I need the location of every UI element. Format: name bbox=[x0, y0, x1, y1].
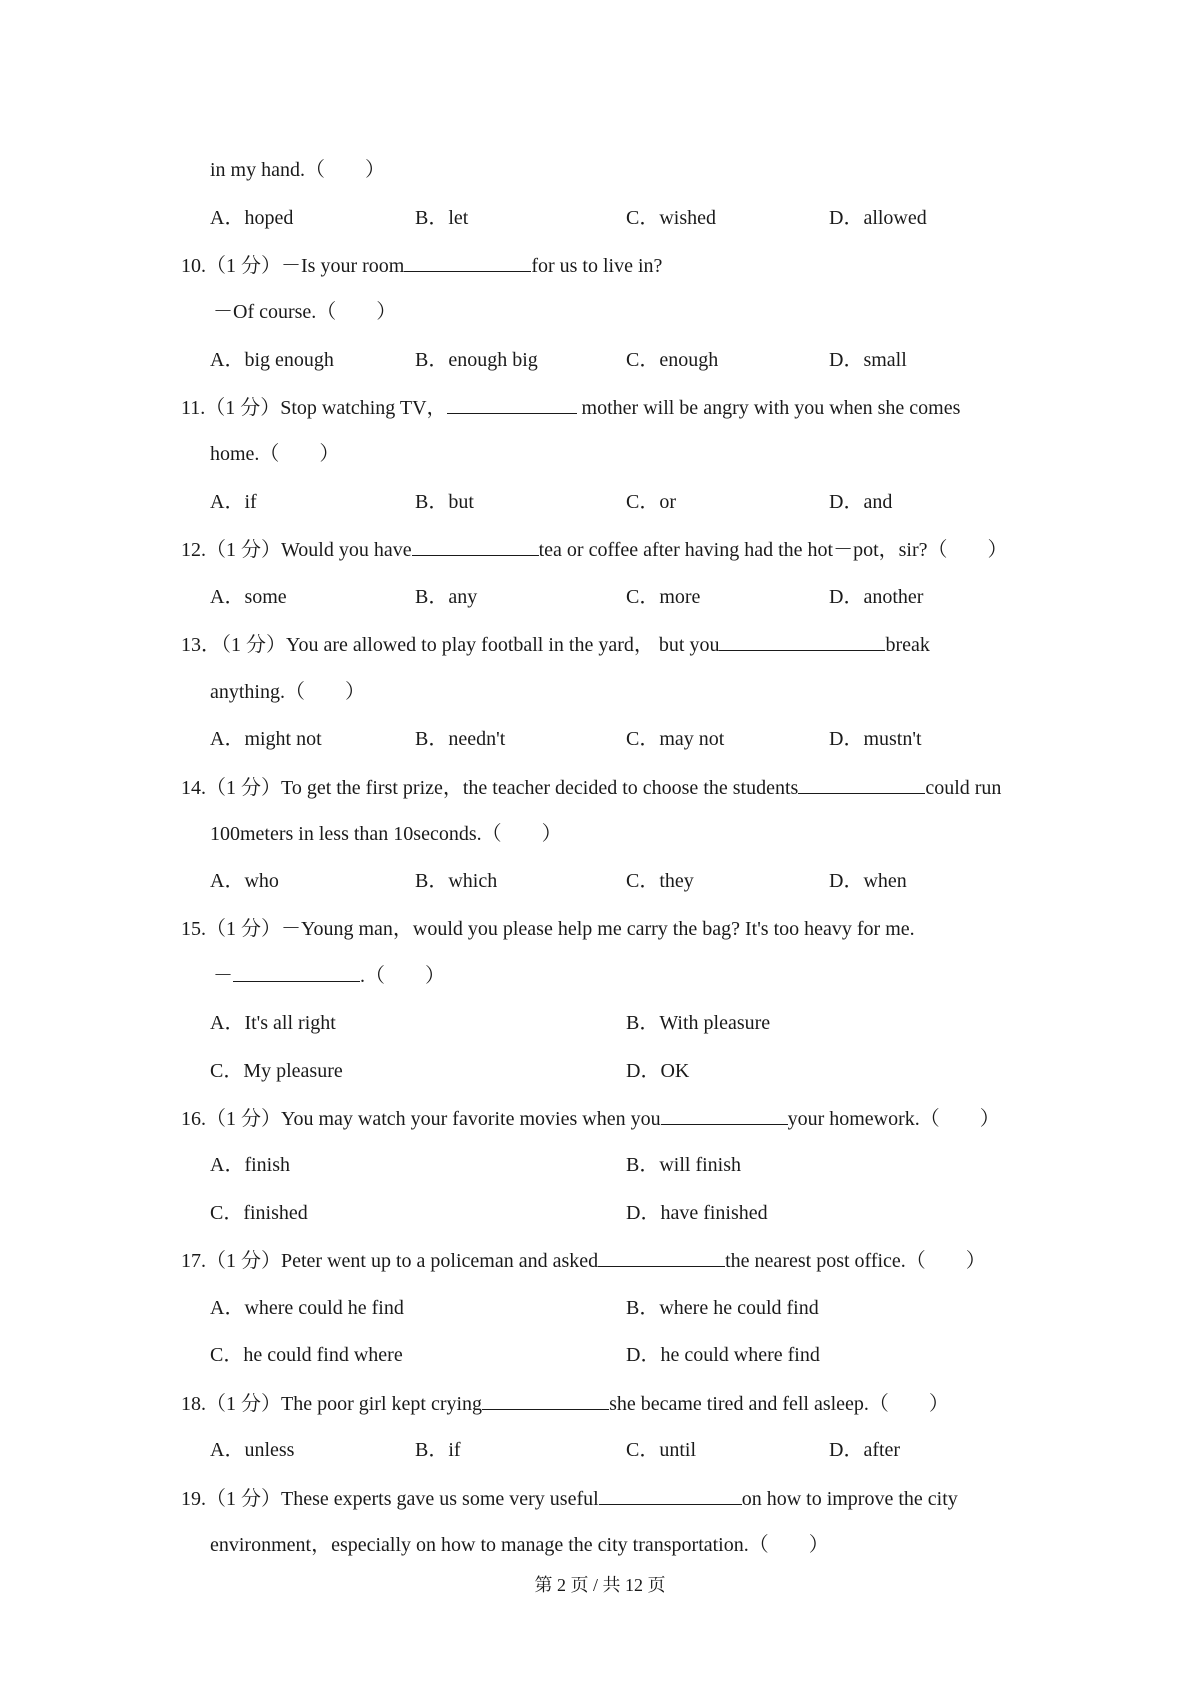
q18-text-2: she became tired and fell asleep.（ ） bbox=[609, 1393, 949, 1415]
q14-option-a: A．who bbox=[210, 870, 279, 892]
q13-option-a: A．might not bbox=[210, 728, 322, 750]
q14-continuation: 100meters in less than 10seconds.（ ） bbox=[210, 823, 562, 845]
q15-dash: － bbox=[213, 965, 233, 987]
q10-text-1: 10.（1 分）－Is your room bbox=[181, 255, 405, 277]
q16-option-c: C．finished bbox=[210, 1202, 308, 1224]
q17-option-d: D．he could where find bbox=[626, 1344, 820, 1366]
q12-blank bbox=[412, 537, 539, 556]
q9-continuation: in my hand.（ ） bbox=[210, 159, 385, 181]
q19-text-2: on how to improve the city bbox=[741, 1488, 958, 1510]
q11-option-b: B．but bbox=[415, 491, 474, 513]
q11-text-2: mother will be angry with you when she comes bbox=[576, 397, 961, 419]
q12-option-a: A．some bbox=[210, 586, 287, 608]
q11-text-1: 11.（1 分）Stop watching TV， bbox=[181, 397, 447, 419]
q18-blank bbox=[482, 1391, 609, 1410]
q16-text-1: 16.（1 分）You may watch your favorite movies when you bbox=[181, 1108, 661, 1130]
q18-text-1: 18.（1 分）The poor girl kept crying bbox=[181, 1393, 483, 1415]
q11-option-c: C．or bbox=[626, 491, 676, 513]
q14-blank bbox=[798, 775, 925, 794]
q13-text-1: 13．（1 分）You are allowed to play football in the yard， but you bbox=[181, 634, 720, 656]
q18-option-b: B．if bbox=[415, 1439, 461, 1461]
q12-stem bbox=[181, 537, 1008, 562]
q15-option-b: B．With pleasure bbox=[626, 1012, 771, 1034]
q15-blank bbox=[233, 963, 360, 982]
q16-option-b: B．will finish bbox=[626, 1154, 742, 1176]
q14-stem bbox=[181, 775, 1001, 800]
q14-option-d: D．when bbox=[829, 870, 907, 892]
q10-text-2: for us to live in? bbox=[531, 255, 663, 277]
q12-option-c: C．more bbox=[626, 586, 701, 608]
q13-continuation: anything.（ ） bbox=[210, 681, 365, 703]
q13-stem bbox=[181, 632, 930, 657]
q14-option-b: B．which bbox=[415, 870, 498, 892]
q10-stem bbox=[181, 253, 662, 278]
q13-option-d: D．mustn't bbox=[829, 728, 922, 750]
q11-option-a: A．if bbox=[210, 491, 257, 513]
q10-option-c: C．enough bbox=[626, 349, 719, 371]
q11-blank bbox=[447, 395, 577, 414]
q17-text-1: 17.（1 分）Peter went up to a policeman and asked bbox=[181, 1250, 599, 1272]
q9-option-a: A．hoped bbox=[210, 207, 294, 229]
q13-blank bbox=[719, 632, 885, 651]
q19-text-1: 19.（1 分）These experts gave us some very useful bbox=[181, 1488, 599, 1510]
q14-text-2: could run bbox=[925, 777, 1002, 799]
q10-reply: －Of course.（ ） bbox=[213, 301, 397, 323]
q15-option-a: A．It's all right bbox=[210, 1012, 336, 1034]
q16-option-d: D．have finished bbox=[626, 1202, 768, 1224]
q15-option-c: C．My pleasure bbox=[210, 1060, 343, 1082]
q15-stem: 15.（1 分）－Young man，would you please help me carry the bag? It's too heavy for me. bbox=[181, 918, 915, 940]
q17-stem bbox=[181, 1248, 986, 1273]
q17-option-b: B．where he could find bbox=[626, 1297, 819, 1319]
q16-stem bbox=[181, 1106, 1000, 1131]
q10-option-a: A．big enough bbox=[210, 349, 334, 371]
q10-option-b: B．enough big bbox=[415, 349, 538, 371]
q9-option-b: B．let bbox=[415, 207, 469, 229]
q17-text-2: the nearest post office.（ ） bbox=[725, 1250, 986, 1272]
q11-option-d: D．and bbox=[829, 491, 893, 513]
q11-continuation: home.（ ） bbox=[210, 443, 340, 465]
q16-text-2: your homework.（ ） bbox=[787, 1108, 1000, 1130]
q15-reply bbox=[213, 963, 445, 988]
q10-blank bbox=[404, 253, 531, 272]
q18-option-a: A．unless bbox=[210, 1439, 295, 1461]
q14-option-c: C．they bbox=[626, 870, 694, 892]
q12-option-b: B．any bbox=[415, 586, 478, 608]
q10-option-d: D．small bbox=[829, 349, 907, 371]
q17-blank bbox=[598, 1248, 725, 1267]
q13-option-b: B．needn't bbox=[415, 728, 506, 750]
page-footer: 第 2 页 / 共 12 页 bbox=[534, 1575, 666, 1595]
q11-stem bbox=[181, 395, 960, 420]
q15-reply-end: .（ ） bbox=[360, 965, 445, 987]
q13-option-c: C．may not bbox=[626, 728, 725, 750]
q9-option-d: D．allowed bbox=[829, 207, 927, 229]
q19-stem bbox=[181, 1486, 958, 1511]
q18-option-d: D．after bbox=[829, 1439, 901, 1461]
q9-option-c: C．wished bbox=[626, 207, 716, 229]
q16-blank bbox=[661, 1106, 788, 1125]
q13-text-2: break bbox=[885, 634, 930, 656]
q17-option-a: A．where could he find bbox=[210, 1297, 404, 1319]
q18-option-c: C．until bbox=[626, 1439, 697, 1461]
q12-text-1: 12.（1 分）Would you have bbox=[181, 539, 412, 561]
q18-stem bbox=[181, 1391, 949, 1416]
q16-option-a: A．finish bbox=[210, 1154, 290, 1176]
q15-option-d: D．OK bbox=[626, 1060, 690, 1082]
q12-option-d: D．another bbox=[829, 586, 924, 608]
q12-text-2: tea or coffee after having had the hot－pot，sir?（ ） bbox=[538, 539, 1008, 561]
q17-option-c: C．he could find where bbox=[210, 1344, 403, 1366]
q19-blank bbox=[599, 1486, 742, 1505]
q19-continuation: environment，especially on how to manage the city transportation.（ ） bbox=[210, 1534, 829, 1556]
q14-text-1: 14.（1 分）To get the first prize，the teacher decided to choose the students bbox=[181, 777, 799, 799]
